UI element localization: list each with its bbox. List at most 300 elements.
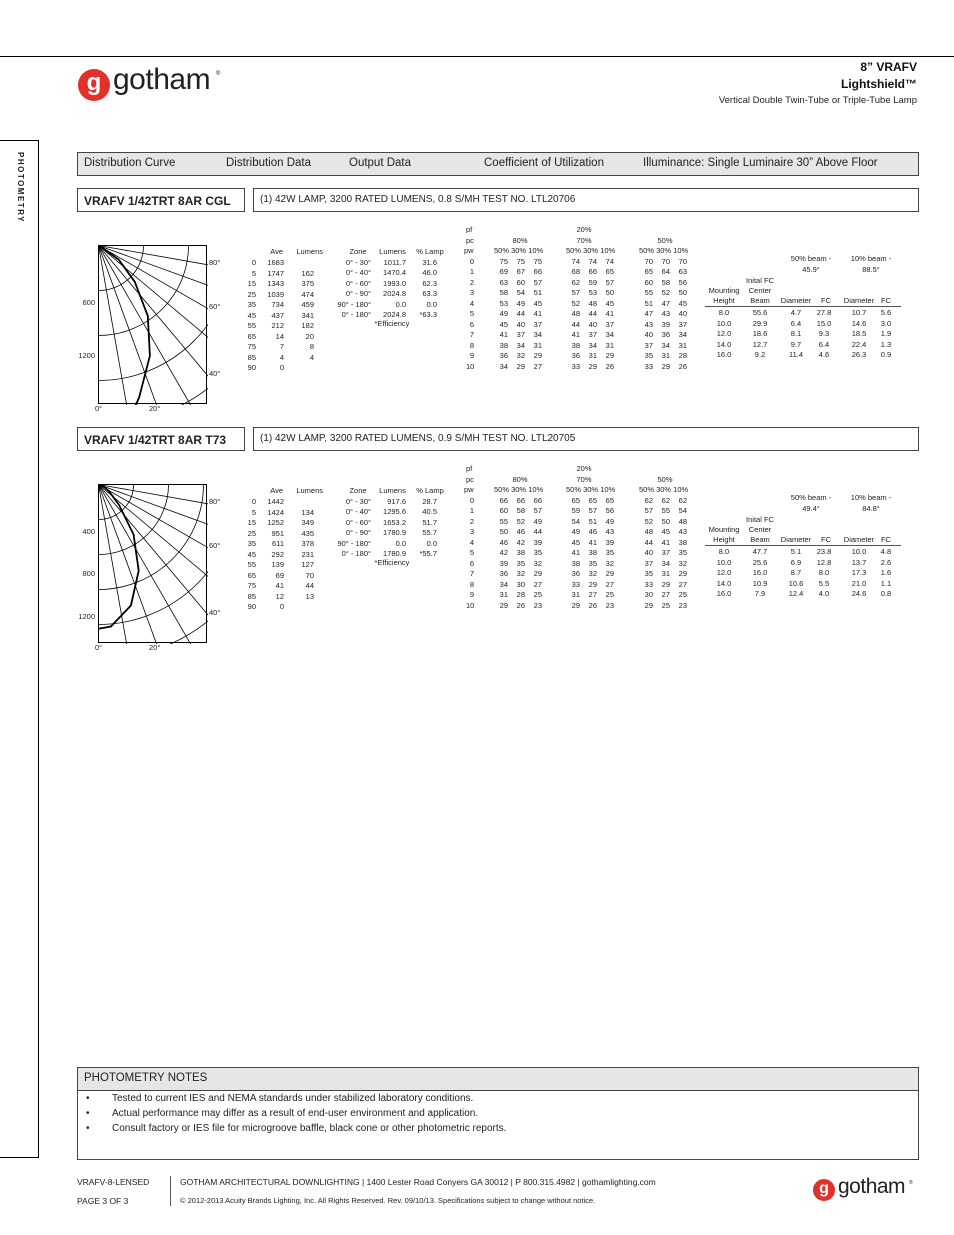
cu-value: 30 [516,579,525,589]
dist-candela: 212 [271,321,284,330]
cu-value: 49 [499,309,508,318]
dist-candela: 611 [272,539,284,548]
cu-room-cavity-ratio: 3 [469,527,474,536]
output-percent-lamp: 0.0 [426,538,437,548]
cu-value: 60 [644,277,653,287]
ill-value: 12.7 [752,339,768,349]
test-description-box: (1) 42W LAMP, 3200 RATED LUMENS, 0.9 S/MH TEST NO. LTL20705 [253,427,919,451]
ill-value: 12.8 [816,557,832,567]
logo-word: gotham [113,63,211,96]
output-lumens: 1653.2 [383,517,406,527]
dist-angle: 85 [247,591,256,601]
dist-angle: 55 [247,560,256,569]
cu-value: 29 [588,579,597,589]
cu-value: 52 [644,516,653,526]
cu-value: 35 [678,548,687,557]
cu-pc-label: pc [466,474,474,484]
ill-value: 8.7 [790,568,802,577]
cu-value: 63 [678,267,687,276]
angle-ray [99,246,209,406]
distribution-curve-plot [98,484,208,644]
cu-value: 34 [678,330,687,339]
cu-value: 35 [533,548,542,557]
ill-header: Diameter [843,296,875,305]
cu-value: 56 [605,506,614,515]
cu-subheader-50: 50% 30% 10% [639,485,689,494]
cu-value: 37 [644,340,653,350]
ill-header-center: Center [748,525,772,534]
output-percent-lamp: *63.3 [419,310,437,319]
cu-value: 57 [533,506,542,515]
output-header-lumens: Lumens [379,247,406,256]
notes-title: PHOTOMETRY NOTES [77,1067,919,1091]
cu-value: 29 [661,361,670,371]
ill-value: 1.3 [880,339,892,349]
test-description-box: (1) 42W LAMP, 3200 RATED LUMENS, 0.8 S/MH TEST NO. LTL20706 [253,188,919,212]
dist-angle: 65 [247,570,256,580]
cu-value: 53 [499,298,508,308]
ill-value: 26.3 [851,350,867,359]
cu-value: 27 [605,579,614,589]
output-lumens: 0.0 [395,299,406,309]
cu-value: 45 [605,298,614,308]
tab-coefficient-of-utilization[interactable]: Coefficient of Utilization [484,157,604,169]
cu-value: 23 [533,600,542,610]
output-zone: 90° - 180° [337,299,371,309]
ill-header: Diameter [843,535,875,544]
curve-angle-label: 80° [209,497,221,506]
cu-value: 40 [644,330,653,339]
cu-value: 31 [571,590,580,599]
cu-value: 41 [588,537,597,547]
dist-angle: 25 [247,289,256,299]
cu-value: 51 [533,288,542,297]
curve-radius-label: 1200 [78,612,95,621]
output-header-zone: Zone [349,486,367,495]
output-header-lamp: % Lamp [416,247,444,256]
dist-lumens: 8 [309,342,314,351]
cu-value: 41 [605,309,614,318]
cu-room-cavity-ratio: 6 [469,558,474,568]
header-bottom-rule [0,140,38,141]
cu-value: 58 [499,288,508,297]
cu-value: 74 [605,256,614,266]
cu-value: 62 [571,277,580,287]
ill-value: 1.1 [880,578,892,588]
cu-value: 51 [644,298,653,308]
initial-fc-label: Inital FC [746,515,774,524]
output-zone: 0° - 180° [341,549,371,558]
cu-value: 60 [499,506,508,515]
cu-pc-70: 70% [576,235,592,245]
cu-value: 50 [499,527,508,536]
output-lumens: 1993.0 [383,278,406,288]
curve-bottom-label: 20° [149,404,161,413]
cu-value: 57 [588,506,597,515]
cu-value: 35 [516,558,525,568]
dist-angle: 15 [247,518,256,527]
cu-subheader-70: 50% 30% 10% [566,246,616,255]
cu-value: 48 [644,527,653,536]
sidebar-divider [38,140,39,1157]
ill-header: Beam [750,535,770,544]
cu-value: 74 [571,256,580,266]
cu-value: 69 [499,267,508,276]
cu-room-cavity-ratio: 4 [469,537,474,547]
dist-candela: 1442 [267,497,284,506]
cu-value: 32 [533,558,542,568]
ill-value: 11.4 [788,350,804,359]
dist-angle: 75 [247,581,256,590]
curve-bottom-label: 20° [149,643,161,652]
ill-value: 0.8 [880,589,892,598]
cu-room-cavity-ratio: 5 [469,309,474,318]
output-percent-lamp: 0.0 [426,299,437,309]
ill-value: 18.6 [752,329,768,338]
output-lumens: 1470.4 [383,268,406,277]
cu-value: 70 [678,256,687,266]
ill-header: Diameter [780,535,812,544]
output-footnote: *Efficiency [374,319,410,328]
cu-value: 42 [499,548,508,557]
tab-distribution-curve[interactable]: Distribution Curve [84,157,176,169]
ill-value: 9.7 [790,339,802,349]
cu-value: 31 [678,340,687,350]
note-bullet: • [86,1123,90,1134]
cu-value: 40 [678,309,687,318]
cu-value: 31 [661,351,670,360]
cu-value: 33 [571,361,580,371]
curve-bottom-label: 0° [95,404,103,413]
ill-value: 17.3 [851,568,867,577]
ill-value: 8.0 [818,568,830,577]
cu-value: 45 [678,298,687,308]
initial-fc-label: Inital FC [746,276,774,285]
dist-lumens: 13 [305,591,314,601]
cu-value: 66 [499,495,508,505]
ill-value: 23.8 [816,547,832,556]
cu-room-cavity-ratio: 8 [469,340,474,350]
cu-value: 43 [605,527,614,536]
ill-value: 3.0 [880,318,892,328]
ill-header: FC [821,296,831,305]
cu-value: 29 [533,351,542,360]
photometry-tab-bar [77,152,919,176]
sidebar-bottom-rule [0,1157,39,1158]
cu-value: 28 [516,590,525,599]
cu-pc-80: 80% [512,235,528,245]
dist-candela: 0 [279,363,284,372]
logo-letter: g [86,69,102,96]
notes-body [77,1090,919,1160]
dist-angle: 35 [247,539,256,548]
cu-value: 57 [605,277,614,287]
cu-value: 29 [571,600,580,610]
cu-value: 29 [605,569,614,578]
cu-value: 75 [533,256,542,266]
cu-value: 64 [661,267,670,276]
ill-value: 15.0 [816,318,832,328]
dist-candela: 1424 [267,507,284,517]
cu-value: 35 [644,351,653,360]
cu-value: 57 [644,506,653,515]
cu-value: 54 [678,506,687,515]
cu-value: 39 [661,319,670,329]
cu-value: 29 [499,600,508,610]
ill-value: 9.2 [754,350,766,359]
cu-value: 29 [588,361,597,371]
cu-value: 60 [516,277,525,287]
cu-value: 65 [605,495,614,505]
cu-value: 56 [678,277,687,287]
cu-value: 46 [499,537,508,547]
cu-value: 33 [644,579,653,589]
cu-subheader-50: 50% 30% 10% [639,246,689,255]
ill-value: 10.0 [716,557,732,567]
ill-value: 10.0 [851,547,867,556]
curve-angle-label: 40° [209,608,221,617]
output-zone: 0° - 40° [345,268,371,277]
cu-value: 44 [516,309,525,318]
cu-value: 40 [516,319,525,329]
dist-candela: 12 [275,591,284,601]
dist-header-ave: Ave [270,486,283,495]
cu-value: 36 [499,351,508,360]
ill-value: 10.0 [716,318,732,328]
footer-divider [170,1176,171,1206]
angle-ray [99,485,209,645]
output-percent-lamp: *55.7 [419,549,437,558]
cu-value: 41 [661,537,670,547]
cu-room-cavity-ratio: 5 [469,548,474,557]
cu-value: 37 [605,319,614,329]
output-zone: 0° - 30° [345,257,371,267]
cu-value: 38 [516,548,525,557]
ill-value: 27.8 [816,308,832,317]
note-text: Actual performance may differ as a result of end-user environment and application. [112,1108,479,1119]
cu-pc-50: 50% [657,235,673,245]
logo-registered: ® [216,71,220,77]
dist-angle: 15 [247,279,256,288]
tab-output-data[interactable]: Output Data [349,157,412,169]
cu-value: 43 [644,319,653,329]
cu-value: 40 [644,548,653,557]
cu-value: 25 [678,590,687,599]
cu-value: 41 [499,330,508,339]
beam50-angle: 49.4° [802,503,820,513]
cu-room-cavity-ratio: 7 [469,330,474,339]
cu-value: 32 [516,351,525,360]
cu-pc-70: 70% [576,474,592,484]
dist-lumens: 20 [305,331,314,341]
dist-lumens: 44 [305,581,314,590]
dist-lumens: 349 [301,518,314,527]
ill-value: 5.6 [880,308,892,317]
tab-distribution-data[interactable]: Distribution Data [226,157,312,169]
curve-radius-label: 1200 [78,351,95,360]
ill-header: FC [821,535,831,544]
cu-value: 25 [661,600,670,610]
ill-value: 4.0 [818,589,830,598]
cu-value: 35 [588,558,597,568]
output-lumens: 1780.9 [383,549,406,558]
cu-value: 55 [499,516,508,526]
cu-value: 33 [644,361,653,371]
ill-value: 12.0 [716,568,732,577]
cu-value: 38 [571,340,580,350]
cu-value: 34 [605,330,614,339]
output-lumens: 2024.8 [383,310,406,319]
beam50-angle: 45.9° [802,264,820,274]
dist-lumens: 134 [301,507,314,517]
dist-angle: 45 [247,549,256,559]
dist-candela: 139 [271,560,284,569]
dist-header-ave: Ave [270,247,283,256]
note-bullet: • [86,1108,90,1119]
output-lumens: 1780.9 [383,528,406,537]
ill-value: 4.8 [880,547,892,556]
model-name-box: VRAFV 1/42TRT 8AR T73 [77,427,245,451]
output-header-lamp: % Lamp [416,486,444,495]
cu-room-cavity-ratio: 3 [469,288,474,297]
angle-ray [99,246,209,291]
dist-candela: 1747 [267,268,284,278]
cu-value: 35 [605,548,614,557]
cu-pc-label: pc [466,235,474,245]
dist-angle: 90 [247,602,256,611]
ill-header-mounting: Mounting [708,286,740,295]
ill-value: 10.9 [752,578,768,588]
cu-value: 44 [571,319,580,329]
output-footnote: *Efficiency [374,558,410,567]
cu-value: 48 [571,309,580,318]
cu-room-cavity-ratio: 2 [469,516,474,526]
dist-header-lumens: Lumens [296,247,323,256]
cu-value: 31 [588,351,597,360]
cu-room-cavity-ratio: 0 [469,256,474,266]
ill-value: 55.6 [752,308,768,317]
cu-value: 44 [533,527,542,536]
note-text: Tested to current IES and NEMA standards under stabilized laboratory conditions. [112,1093,474,1104]
cu-value: 30 [644,590,653,599]
cu-value: 29 [533,569,542,578]
cu-value: 43 [661,309,670,318]
cu-value: 25 [533,590,542,599]
dist-candela: 0 [279,602,284,611]
cu-value: 29 [516,361,525,371]
ill-value: 29.9 [752,318,768,328]
cu-value: 52 [661,288,670,297]
dist-candela: 1683 [267,258,284,267]
model-name-box: VRAFV 1/42TRT 8AR CGL [77,188,245,212]
beam10-angle: 84.8° [862,503,880,513]
cu-value: 27 [661,590,670,599]
dist-angle: 25 [247,528,256,538]
cu-value: 34 [516,340,525,350]
output-percent-lamp: 62.3 [422,278,437,288]
output-zone: 0° - 60° [345,278,371,288]
output-zone: 90° - 180° [337,538,371,548]
candela-curve [99,485,139,629]
cu-value: 41 [571,548,580,557]
ill-value: 4.6 [818,350,830,359]
ill-header-rule [705,306,901,307]
cu-value: 68 [571,267,580,276]
cu-value: 34 [661,558,670,568]
ill-value: 6.4 [818,339,830,349]
ill-value: 14.0 [716,339,732,349]
ill-header: Beam [750,296,770,305]
curve-radius-label: 400 [82,527,95,536]
cu-value: 70 [661,256,670,266]
cu-pf-value: 20% [576,225,592,234]
cu-room-cavity-ratio: 4 [469,298,474,308]
cu-value: 62 [661,495,670,505]
cu-value: 34 [499,361,508,371]
cu-value: 62 [678,495,687,505]
cu-room-cavity-ratio: 7 [469,569,474,578]
tab-illuminance[interactable]: Illuminance: Single Luminaire 30” Above Floor [643,157,878,169]
ill-value: 16.0 [716,589,732,598]
cu-value: 38 [571,558,580,568]
ill-header: Diameter [780,296,812,305]
cu-value: 37 [661,548,670,557]
cu-value: 65 [644,267,653,276]
cu-value: 75 [516,256,525,266]
dist-header-lumens: Lumens [296,486,323,495]
output-header-lumens: Lumens [379,486,406,495]
cu-value: 66 [588,267,597,276]
output-percent-lamp: 31.6 [422,257,437,267]
footer-logo-registered: ® [909,1180,913,1186]
footer-copyright: © 2012-2013 Acuity Brands Lighting, Inc. All Rights Reserved. Rev. 09/10/13. Specifications subject to change without notice. [180,1196,596,1205]
cu-value: 26 [588,600,597,610]
cu-value: 65 [588,495,597,505]
ill-value: 8.0 [718,308,730,317]
dist-lumens: 231 [301,549,314,559]
dist-angle: 35 [247,300,256,309]
dist-lumens: 341 [301,310,314,320]
dist-lumens: 459 [301,300,314,309]
beam10-label: 10% beam - [850,493,892,502]
cu-value: 27 [678,579,687,589]
cu-value: 45 [499,319,508,329]
ill-value: 10.6 [788,578,804,588]
dist-lumens: 182 [301,321,314,330]
dist-candela: 69 [275,570,284,580]
dist-angle: 65 [247,331,256,341]
cu-value: 37 [588,330,597,339]
dist-angle: 75 [247,342,256,351]
cu-room-cavity-ratio: 6 [469,319,474,329]
cu-value: 26 [516,600,525,610]
ill-value: 4.7 [790,308,802,317]
ill-header-rule [705,545,901,546]
cu-value: 39 [605,537,614,547]
ill-value: 1.6 [880,568,892,577]
cu-value: 26 [605,361,614,371]
cu-value: 50 [661,516,670,526]
ill-value: 12.4 [788,589,804,598]
angle-ray [99,485,209,645]
footer-page: PAGE 3 OF 3 [77,1196,129,1206]
ill-value: 14.0 [716,578,732,588]
cu-value: 42 [516,537,525,547]
candela-ring [99,485,209,625]
cu-value: 41 [571,330,580,339]
cu-value: 43 [678,527,687,536]
cu-value: 66 [516,495,525,505]
